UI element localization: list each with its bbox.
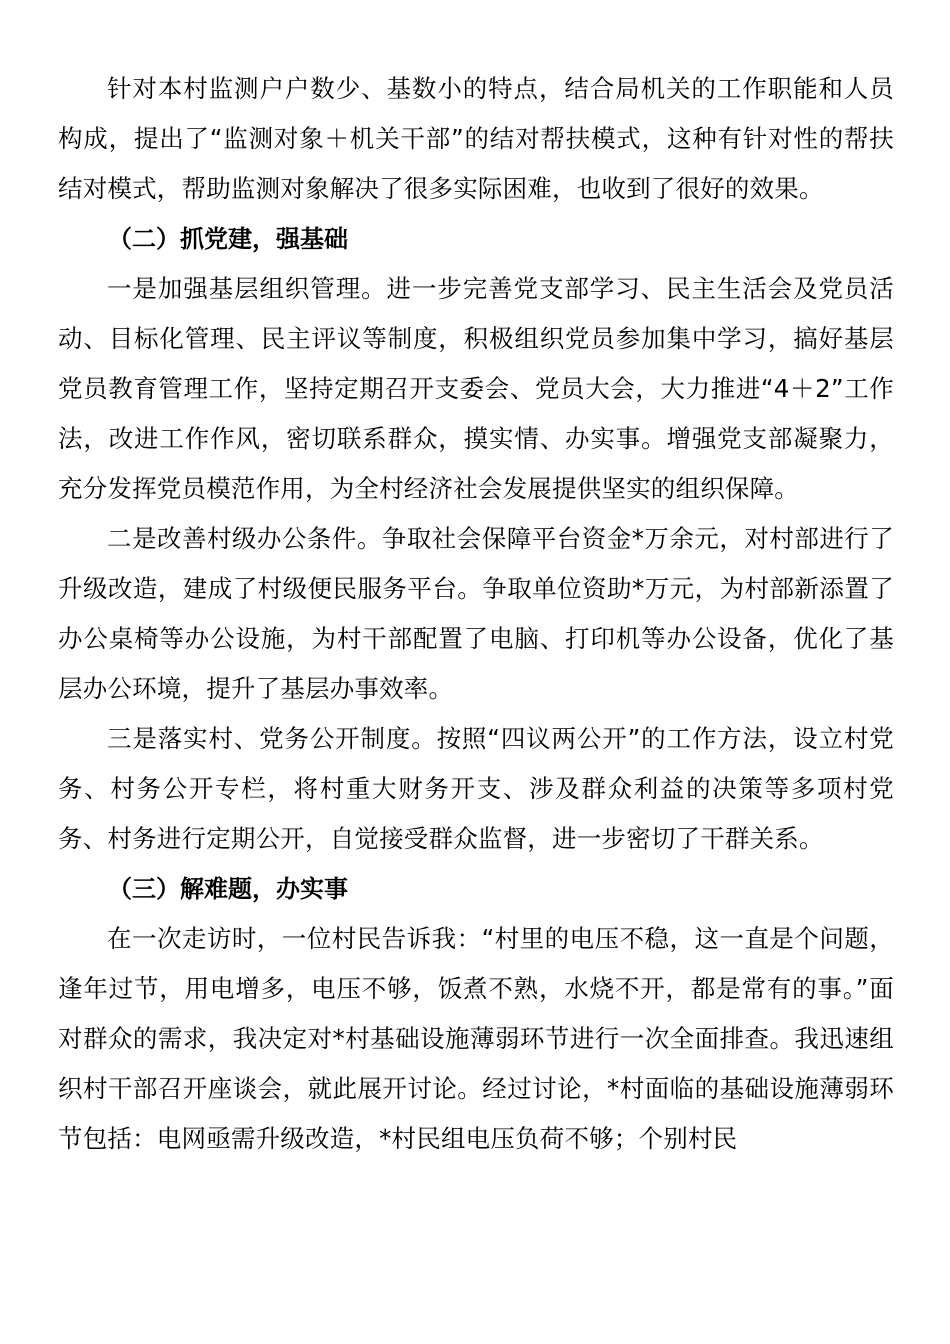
paragraph-organization-management: 一是加强基层组织管理。进一步完善党支部学习、民主生活会及党员活动、目标化管理、民主评议等制度，积极组织党员参加集中学习，搞好基层党员教育管理工作，坚持定期召开支委会、党员大会，大力推进“4＋2”工作法，改进工作作风，密切联系群众，摸实情、办实事。增强党支部凝聚力，充分发挥党员模范作用，为全村经济社会发展提供坚实的组织保障。 xyxy=(58,274,894,503)
document-page xyxy=(58,64,894,1164)
section-heading-solve-problems: （三）解难题，办实事 xyxy=(108,875,348,903)
paragraph-pairing-model: 针对本村监测户户数少、基数小的特点，结合局机关的工作职能和人员构成，提出了“监测对象＋机关干部”的结对帮扶模式，这种有针对性的帮扶结对模式，帮助监测对象解决了很多实际困难，也收到了很好的效果。 xyxy=(58,74,894,203)
paragraph-villager-visit: 在一次走访时，一位村民告诉我：“村里的电压不稳，这一直是个问题，逢年过节，用电增多，电压不够，饭煮不熟，水烧不开，都是常有的事。”面对群众的需求，我决定对*村基础设施薄弱环节进行一次全面排查。我迅速组织村干部召开座谈会，就此展开讨论。经过讨论，*村面临的基础设施薄弱环节包括：电网亟需升级改造，*村民组电压负荷不够；个别村民 xyxy=(58,924,894,1153)
paragraph-public-affairs: 三是落实村、党务公开制度。按照“四议两公开”的工作方法，设立村党务、村务公开专栏，将村重大财务开支、涉及群众利益的决策等多项村党务、村务进行定期公开，自觉接受群众监督，进一步密切了干群关系。 xyxy=(58,724,894,853)
section-heading-party-building: （二）抓党建，强基础 xyxy=(108,225,348,253)
paragraph-office-conditions: 二是改善村级办公条件。争取社会保障平台资金*万余元，对村部进行了升级改造，建成了村级便民服务平台。争取单位资助*万元，为村部新添置了办公桌椅等办公设施，为村干部配置了电脑、打印机等办公设备，优化了基层办公环境，提升了基层办事效率。 xyxy=(58,524,894,703)
